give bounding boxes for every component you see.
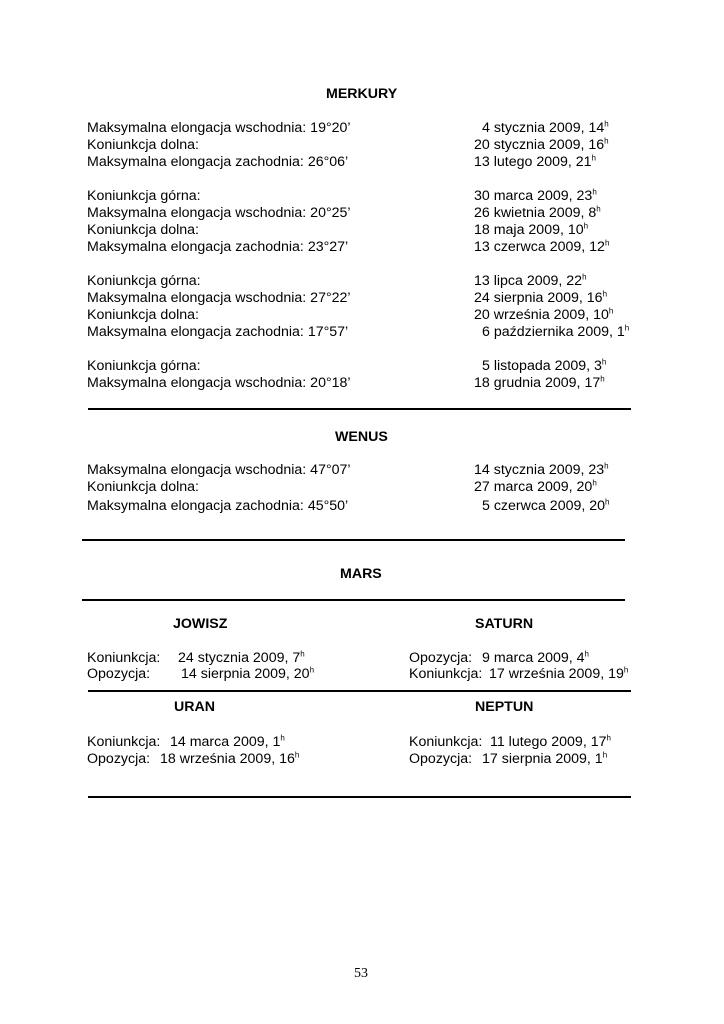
merkury-row-date: 13 czerwca 2009, 12$^h$ (474, 238, 610, 255)
merkury-row-date: 20 września 2009, 10$^h$ (474, 306, 614, 323)
saturn-row-date: 17 września 2009, 19$^h$ (489, 665, 629, 682)
merkury-row-label: Maksymalna elongacja wschodnia: 20°25’ (87, 205, 351, 221)
saturn-row-label: Opozycja: (409, 650, 473, 666)
jowisz-heading: JOWISZ (173, 616, 228, 632)
neptun-row-label: Koniunkcja: (409, 734, 483, 750)
wenus-row-date: 5 czerwca 2009, 20$^h$ (482, 497, 610, 514)
merkury-row-date: 18 maja 2009, 10$^h$ (474, 221, 589, 238)
divider (82, 599, 625, 601)
merkury-heading: MERKURY (326, 86, 398, 102)
mars-heading: MARS (340, 566, 382, 582)
merkury-row-label: Koniunkcja dolna: (87, 307, 200, 323)
merkury-row-label: Koniunkcja górna: (87, 358, 201, 374)
jowisz-row-date: 24 stycznia 2009, 7$^h$ (178, 649, 305, 666)
divider (88, 408, 631, 410)
saturn-row-date: 9 marca 2009, 4$^h$ (482, 649, 589, 666)
wenus-heading: WENUS (335, 429, 388, 445)
merkury-row-date: 26 kwietnia 2009, 8$^h$ (474, 204, 601, 221)
merkury-row-date: 13 lutego 2009, 21$^h$ (474, 153, 596, 170)
merkury-row-date: 20 stycznia 2009, 16$^h$ (474, 136, 609, 153)
neptun-row-label: Opozycja: (409, 751, 473, 767)
merkury-row-date: 18 grudnia 2009, 17$^h$ (474, 374, 605, 391)
merkury-row-label: Maksymalna elongacja wschodnia: 20°18’ (87, 375, 351, 391)
merkury-row-label: Maksymalna elongacja zachodnia: 26°06’ (87, 154, 349, 170)
saturn-row-label: Koniunkcja: (409, 666, 483, 682)
merkury-row-date: 6 października 2009, 1$^h$ (482, 323, 630, 340)
merkury-row-label: Maksymalna elongacja wschodnia: 19°20’ (87, 120, 351, 136)
merkury-row-date: 30 marca 2009, 23$^h$ (474, 187, 597, 204)
wenus-row-date: 27 marca 2009, 20$^h$ (474, 478, 597, 495)
jowisz-row-label: Opozycja: (87, 666, 151, 682)
merkury-row-date: 4 stycznia 2009, 14$^h$ (482, 119, 609, 136)
merkury-row-date: 13 lipca 2009, 22$^h$ (474, 272, 587, 289)
divider (88, 796, 631, 798)
wenus-row-label: Koniunkcja dolna: (87, 479, 200, 495)
page-number: 53 (354, 966, 368, 981)
wenus-row-label: Maksymalna elongacja wschodnia: 47°07’ (87, 462, 351, 478)
neptun-row-date: 17 sierpnia 2009, 1$^h$ (482, 750, 608, 767)
divider (88, 690, 631, 692)
wenus-row-date: 14 stycznia 2009, 23$^h$ (474, 461, 609, 478)
uran-heading: URAN (174, 699, 215, 715)
divider (82, 539, 625, 541)
merkury-row-label: Maksymalna elongacja wschodnia: 27°22’ (87, 290, 351, 306)
merkury-row-date: 24 sierpnia 2009, 16$^h$ (474, 289, 608, 306)
merkury-row-label: Maksymalna elongacja zachodnia: 23°27’ (87, 239, 349, 255)
neptun-heading: NEPTUN (475, 699, 534, 715)
merkury-row-label: Koniunkcja górna: (87, 273, 201, 289)
merkury-row-label: Maksymalna elongacja zachodnia: 17°57’ (87, 324, 349, 340)
jowisz-row-label: Koniunkcja: (87, 650, 161, 666)
merkury-row-label: Koniunkcja górna: (87, 188, 201, 204)
uran-row-date: 14 marca 2009, 1$^h$ (170, 733, 285, 750)
uran-row-label: Opozycja: (87, 751, 151, 767)
merkury-row-label: Koniunkcja dolna: (87, 222, 200, 238)
neptun-row-date: 11 lutego 2009, 17$^h$ (490, 733, 611, 750)
merkury-row-date: 5 listopada 2009, 3$^h$ (482, 357, 607, 374)
wenus-row-label: Maksymalna elongacja zachodnia: 45°50’ (87, 498, 349, 514)
jowisz-row-date: 14 sierpnia 2009, 20$^h$ (181, 665, 315, 682)
saturn-heading: SATURN (475, 616, 534, 632)
uran-row-label: Koniunkcja: (87, 734, 161, 750)
uran-row-date: 18 września 2009, 16$^h$ (160, 750, 300, 767)
merkury-row-label: Koniunkcja dolna: (87, 137, 200, 153)
